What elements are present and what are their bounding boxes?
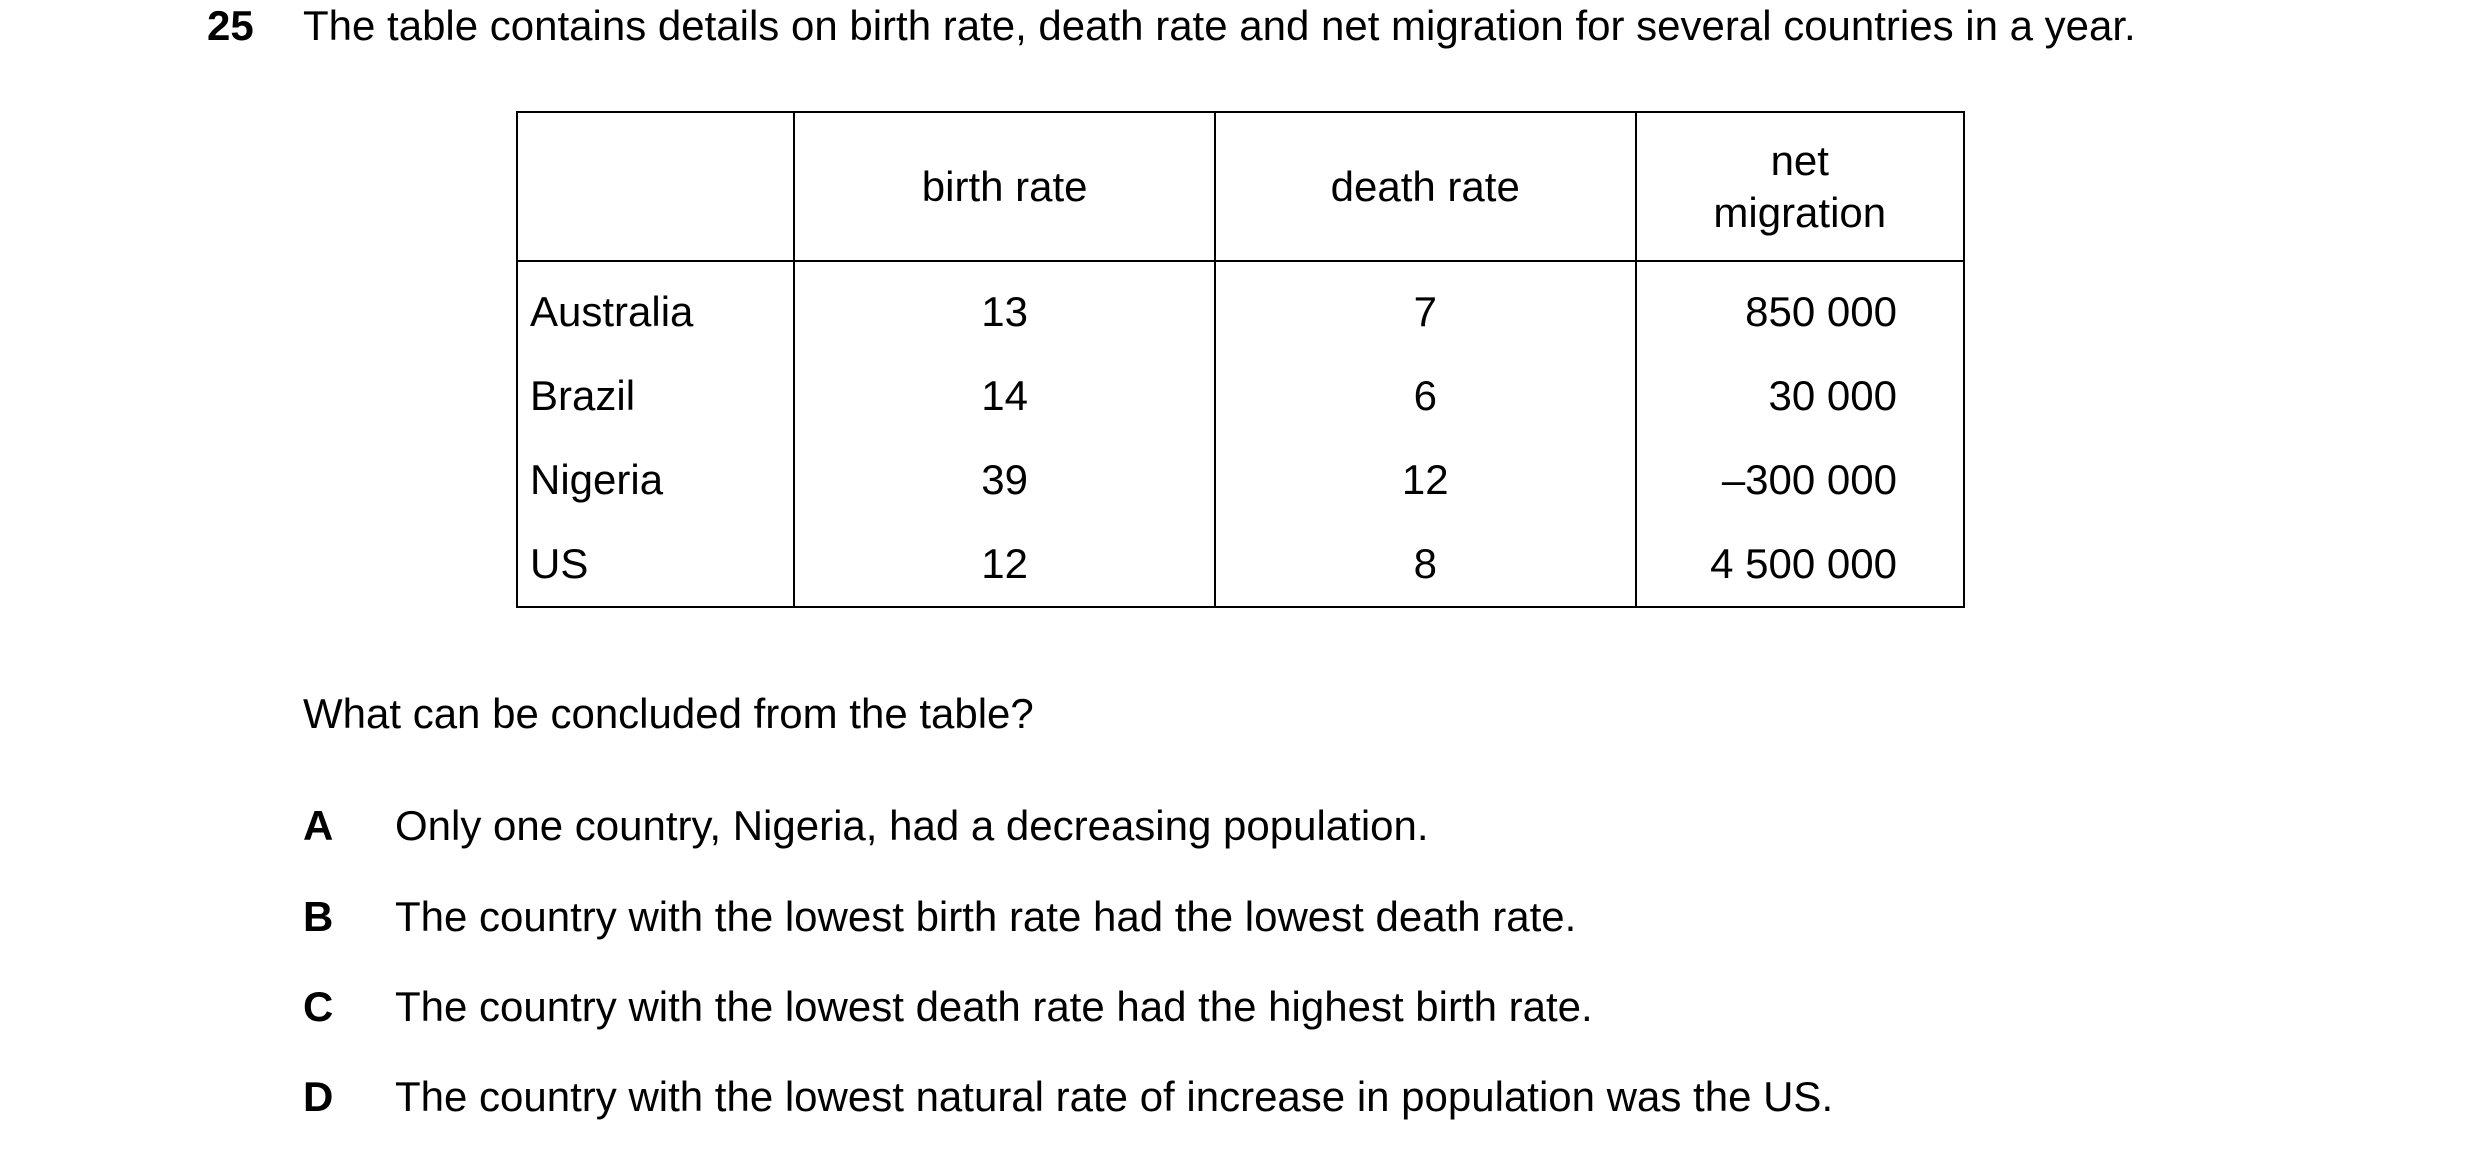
death-rate-cell: 6 <box>1215 354 1636 438</box>
net-migration-cell: 850 000 <box>1636 261 1964 354</box>
header-death-rate: death rate <box>1215 112 1636 261</box>
header-country <box>517 112 794 261</box>
birth-rate-cell: 39 <box>794 438 1215 522</box>
birth-rate-cell: 12 <box>794 522 1215 607</box>
option-letter: B <box>303 893 334 940</box>
table-row <box>517 522 1964 607</box>
birth-rate-cell: 13 <box>794 261 1215 354</box>
country-cell: Nigeria <box>517 438 794 522</box>
question-stem: The table contains details on birth rate, death rate and net migration for several countries in a year. <box>303 2 2136 49</box>
option-d[interactable] <box>303 1071 1833 1123</box>
header-net-migration <box>1636 112 1964 261</box>
option-text: Only one country, Nigeria, had a decreasing population. <box>395 802 1429 849</box>
option-letter: D <box>303 1073 334 1120</box>
option-a[interactable] <box>303 800 1429 852</box>
header-birth-rate: birth rate <box>794 112 1215 261</box>
country-cell: US <box>517 522 794 607</box>
net-migration-cell: 4 500 000 <box>1636 522 1964 607</box>
table-row <box>517 438 1964 522</box>
death-rate-cell: 12 <box>1215 438 1636 522</box>
option-text: The country with the lowest birth rate had the lowest death rate. <box>395 893 1577 940</box>
option-letter: A <box>303 802 334 849</box>
question-number: 25 <box>207 2 254 49</box>
data-table <box>516 111 1965 608</box>
table-row <box>517 261 1964 354</box>
question-prompt: What can be concluded from the table? <box>303 690 1034 737</box>
option-letter: C <box>303 983 334 1030</box>
option-b[interactable] <box>303 891 1576 943</box>
table-header-row <box>517 112 1964 261</box>
country-cell: Brazil <box>517 354 794 438</box>
net-migration-cell: 30 000 <box>1636 354 1964 438</box>
death-rate-cell: 8 <box>1215 522 1636 607</box>
net-migration-cell: –300 000 <box>1636 438 1964 522</box>
birth-rate-cell: 14 <box>794 354 1215 438</box>
option-text: The country with the lowest death rate had the highest birth rate. <box>395 983 1593 1030</box>
option-c[interactable] <box>303 981 1593 1033</box>
option-text: The country with the lowest natural rate of increase in population was the US. <box>395 1073 1834 1120</box>
death-rate-cell: 7 <box>1215 261 1636 354</box>
table-row <box>517 354 1964 438</box>
header-net-migration-label: net migration <box>1713 136 1887 236</box>
country-cell: Australia <box>517 261 794 354</box>
